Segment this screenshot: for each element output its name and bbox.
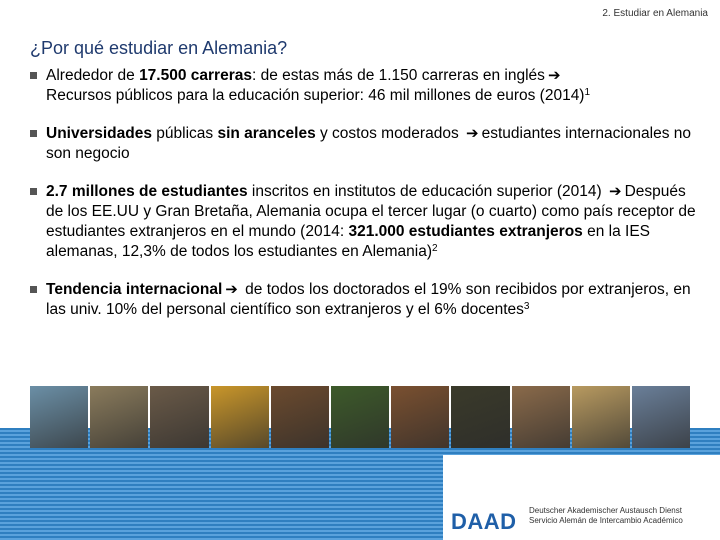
photo-sunflower [331, 386, 389, 448]
section-label: 2. Estudiar en Alemania [602, 8, 708, 19]
bullet-item: Tendencia internacional ➔ de todos los doctorados el 19% son recibidos por extranjeros, en las univ. 10% del personal científico son extranjeros y el 6% docentes$^3$ [30, 280, 702, 320]
bullet-item: 2.7 millones de estudiantes inscritos en institutos de educación superior (2014) ➔ Después de los EE.UU y Gran Bretaña, Alemania ocupa el tercer lugar (o cuarto) como país receptor de estudiantes extranjeros en el mundo (2014: 321.000 estudiantes extranjeros en la IES alemanas, 12,3% de todos los estudiantes en Alemania)$^2$ [30, 182, 702, 262]
bullet-square-icon [30, 286, 37, 293]
arrow-right-icon: ➔ [466, 125, 479, 142]
photo-hall [572, 386, 630, 448]
daad-wordmark: DAAD [451, 509, 517, 534]
bullet-square-icon [30, 130, 37, 137]
arrow-right-icon: ➔ [225, 281, 238, 298]
photo-lab [30, 386, 88, 448]
photo-german-flag [211, 386, 269, 448]
arrow-right-icon: ➔ [547, 67, 561, 84]
slide-title: ¿Por qué estudiar en Alemania? [30, 38, 288, 58]
photo-researcher [632, 386, 690, 448]
bullet-item: Universidades públicas sin aranceles y costos moderados ➔ estudiantes internacionales no son negocio [30, 124, 702, 164]
daad-logo [443, 455, 720, 540]
photo-students [512, 386, 570, 448]
photo-victory-column [90, 386, 148, 448]
bullet-square-icon [30, 72, 37, 79]
daad-subtitle: Deutscher Akademischer Austausch Dienst Servicio Alemán de Intercambio Académico [529, 506, 683, 525]
arrow-right-icon: ➔ [609, 183, 622, 200]
bullet-square-icon [30, 188, 37, 195]
photo-cathedral [150, 386, 208, 448]
photo-field [391, 386, 449, 448]
photo-orchestra [271, 386, 329, 448]
bullet-list [30, 66, 702, 338]
photo-violin [451, 386, 509, 448]
photo-strip [30, 386, 690, 448]
bullet-item: Alrededor de 17.500 carreras: de estas más de 1.150 carreras en inglés ➔ Recursos públicos para la educación superior: 46 mil millones de euros $(2014)^1$ [30, 66, 702, 106]
